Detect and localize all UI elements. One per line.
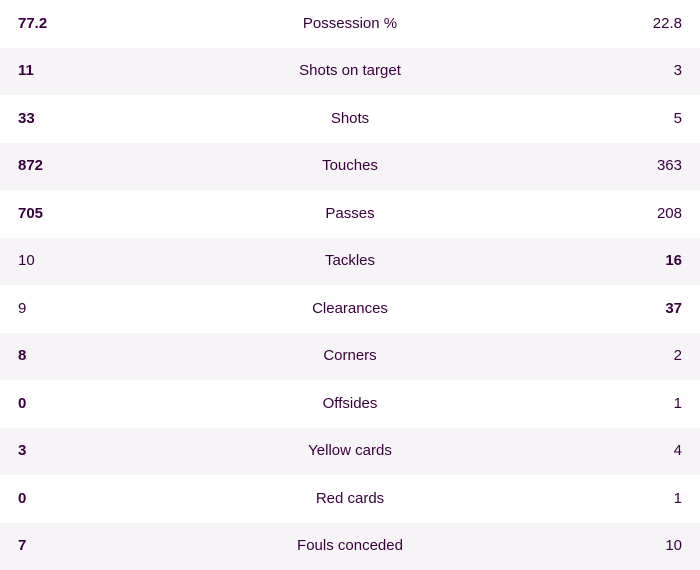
away-value: 5 <box>562 95 700 143</box>
home-value: 3 <box>0 428 138 476</box>
home-value: 77.2 <box>0 0 138 48</box>
away-value: 208 <box>562 190 700 238</box>
away-value: 1 <box>562 380 700 428</box>
away-value: 37 <box>562 285 700 333</box>
home-value: 11 <box>0 48 138 96</box>
table-row <box>0 285 700 333</box>
stat-label: Touches <box>138 143 562 191</box>
table-row <box>0 0 700 48</box>
home-value: 0 <box>0 380 138 428</box>
home-value: 33 <box>0 95 138 143</box>
stat-label: Tackles <box>138 238 562 286</box>
table-row <box>0 333 700 381</box>
home-value: 7 <box>0 523 138 570</box>
stat-label: Shots <box>138 95 562 143</box>
away-value: 10 <box>562 523 700 570</box>
table-row <box>0 95 700 143</box>
table-row <box>0 48 700 96</box>
home-value: 705 <box>0 190 138 238</box>
table-row <box>0 380 700 428</box>
away-value: 4 <box>562 428 700 476</box>
home-value: 8 <box>0 333 138 381</box>
home-value: 872 <box>0 143 138 191</box>
home-value: 10 <box>0 238 138 286</box>
away-value: 3 <box>562 48 700 96</box>
home-value: 0 <box>0 475 138 523</box>
away-value: 2 <box>562 333 700 381</box>
stat-label: Fouls conceded <box>138 523 562 570</box>
table-row <box>0 428 700 476</box>
stat-label: Yellow cards <box>138 428 562 476</box>
table-row <box>0 238 700 286</box>
away-value: 363 <box>562 143 700 191</box>
stat-label: Clearances <box>138 285 562 333</box>
away-value: 16 <box>562 238 700 286</box>
table-row <box>0 475 700 523</box>
table-row <box>0 143 700 191</box>
stat-label: Offsides <box>138 380 562 428</box>
stat-label: Red cards <box>138 475 562 523</box>
stat-label: Shots on target <box>138 48 562 96</box>
away-value: 22.8 <box>562 0 700 48</box>
stat-label: Passes <box>138 190 562 238</box>
stat-label: Possession % <box>138 0 562 48</box>
table-row <box>0 523 700 570</box>
home-value: 9 <box>0 285 138 333</box>
stat-label: Corners <box>138 333 562 381</box>
away-value: 1 <box>562 475 700 523</box>
table-row <box>0 190 700 238</box>
